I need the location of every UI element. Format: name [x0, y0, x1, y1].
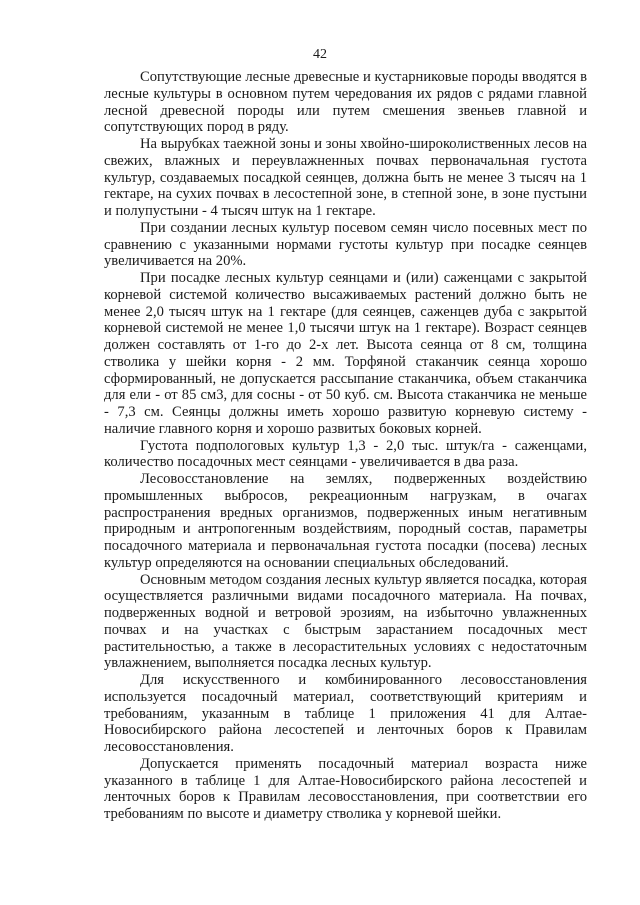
paragraph: Допускается применять посадочный материал возраста ниже указанного в таблице 1 для Алтае-Новосибирского района лесостепей и ленточных боров к Правилам лесовосстановления, при соответствии его требованиям по высоте и диаметру стволика у корневой шейки. [104, 755, 587, 822]
document-body [104, 69, 587, 823]
paragraph: При создании лесных культур посевом семян число посевных мест по сравнению с указанными нормами густоты культур при посадке сеянцев увеличивается на 20%. [104, 219, 587, 270]
page-number: 42 [313, 47, 327, 62]
paragraph: Основным методом создания лесных культур является посадка, которая осуществляется различными видами посадочного материала. На почвах, подверженных водной и ветровой эрозиям, на избыточно увлажненных почвах и на участках с быстрым зарастанием посадочных мест растительностью, а также в лесорастительных условиях с недостаточным увлажнением, выполняется посадка лесных культур. [104, 571, 587, 672]
paragraph: Лесовосстановление на землях, подверженных воздействию промышленных выбросов, рекреационным нагрузкам, в очагах распространения вредных организмов, подверженных иным негативным природным и антропогенным воздействиям, породный состав, параметры посадочного материала и первоначальная густота посадки (посева) лесных культур определяются на основании специальных обследований. [104, 471, 587, 571]
paragraph: Для искусственного и комбинированного лесовосстановления используется посадочный материал, соответствующий критериям и требованиям, указанным в таблице 1 приложения 41 для Алтае-Новосибирского района лесостепей и ленточных боров к Правилам лесовосстановления. [104, 672, 587, 755]
paragraph: Сопутствующие лесные древесные и кустарниковые породы вводятся в лесные культуры в основном путем чередования их рядов с рядами главной лесной древесной породы или путем смешения звеньев главной и сопутствующих пород в ряду. [104, 69, 587, 136]
paragraph: На вырубках таежной зоны и зоны хвойно-широколиственных лесов на свежих, влажных и переувлажненных почвах первоначальная густота культур, создаваемых посадкой сеянцев, должна быть не менее 3 тысяч на 1 гектаре, на сухих почвах в лесостепной зоне, в степной зоне, в зоне пустыни и полупустыни - 4 тысяч штук на 1 гектаре. [104, 136, 587, 219]
paragraph: Густота подпологовых культур 1,3 - 2,0 тыс. штук/га - саженцами, количество посадочных мест сеянцами - увеличивается в два раза. [104, 437, 587, 471]
paragraph: При посадке лесных культур сеянцами и (или) саженцами с закрытой корневой системой количество высаживаемых растений должно быть не менее 2,0 тысяч штук на 1 гектаре (для сеянцев, саженцев дуба с закрытой корневой системой не менее 1,0 тысячи штук на 1 гектаре). Возраст сеянцев должен составлять от 1-го до 2-х лет. Высота сеянца от 8 см, толщина стволика у шейки корня - 2 мм. Торфяной стаканчик сеянца хорошо сформированный, не допускается рассыпание стаканчика, объем стаканчика для ели - от 85 см3, для сосны - от 50 куб. см. Высота стаканчика не меньше - 7,3 см. Сеянцы должны иметь хорошо развитую корневую систему - наличие главного корня и хорошо развитых боковых корней. [104, 270, 587, 437]
